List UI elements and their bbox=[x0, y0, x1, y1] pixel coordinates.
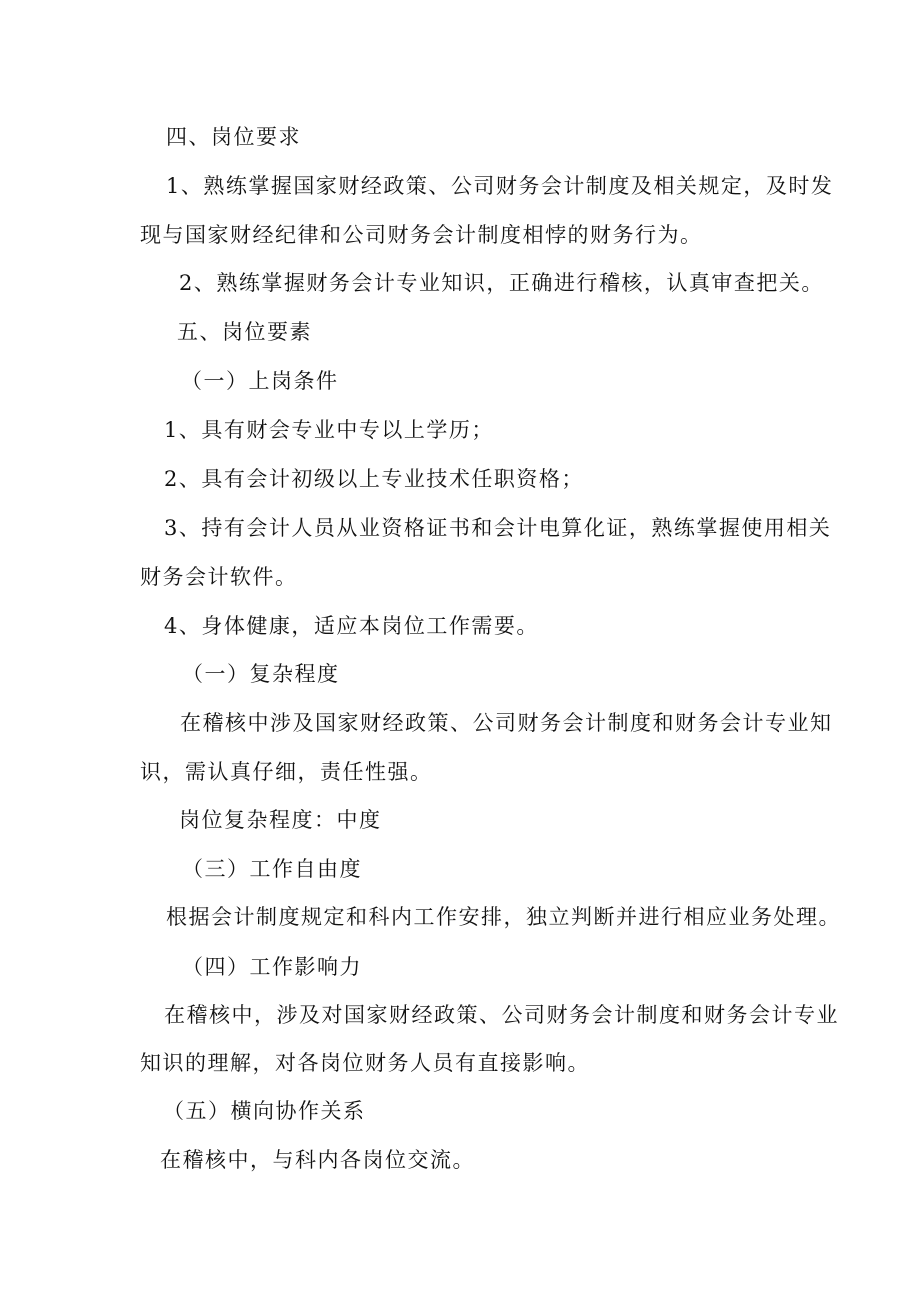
complexity-text-line-1: 在稽核中涉及国家财经政策、公司财务会计制度和财务会计专业知 bbox=[180, 711, 833, 735]
condition-2: 2、具有会计初级以上专业技术任职资格； bbox=[164, 467, 584, 491]
section-heading-job-elements: 五、岗位要素 bbox=[177, 320, 312, 344]
condition-4: 4、身体健康，适应本岗位工作需要。 bbox=[164, 614, 539, 638]
complexity-text-line-2: 识，需认真仔细，责任性强。 bbox=[140, 760, 433, 784]
condition-3-line-2: 财务会计软件。 bbox=[140, 565, 298, 589]
subheading-horizontal-collaboration: （五）横向协作关系 bbox=[163, 1099, 366, 1123]
condition-1: 1、具有财会专业中专以上学历； bbox=[164, 418, 494, 442]
complexity-level: 岗位复杂程度：中度 bbox=[179, 808, 382, 832]
work-freedom-text: 根据会计制度规定和科内工作安排，独立判断并进行相应业务处理。 bbox=[166, 905, 841, 929]
requirement-1-line-2: 现与国家财经纪律和公司财务会计制度相悖的财务行为。 bbox=[140, 223, 703, 247]
influence-text-line-1: 在稽核中，涉及对国家财经政策、公司财务会计制度和财务会计专业 bbox=[164, 1003, 839, 1027]
requirement-2: 2、熟练掌握财务会计专业知识，正确进行稽核，认真审查把关。 bbox=[179, 271, 824, 295]
condition-3-line-1: 3、持有会计人员从业资格证书和会计电算化证，熟练掌握使用相关 bbox=[164, 516, 832, 540]
collaboration-text: 在稽核中，与科内各岗位交流。 bbox=[160, 1148, 475, 1172]
influence-text-line-2: 知识的理解，对各岗位财务人员有直接影响。 bbox=[140, 1051, 590, 1075]
requirement-1-line-1: 1、熟练掌握国家财经政策、公司财务会计制度及相关规定，及时发 bbox=[166, 174, 834, 198]
subheading-work-freedom: （三）工作自由度 bbox=[182, 857, 362, 881]
subheading-work-influence: （四）工作影响力 bbox=[182, 955, 362, 979]
subheading-entry-conditions: （一）上岗条件 bbox=[181, 369, 339, 393]
subheading-complexity: （一）复杂程度 bbox=[182, 662, 340, 686]
section-heading-job-requirements: 四、岗位要求 bbox=[166, 125, 301, 149]
